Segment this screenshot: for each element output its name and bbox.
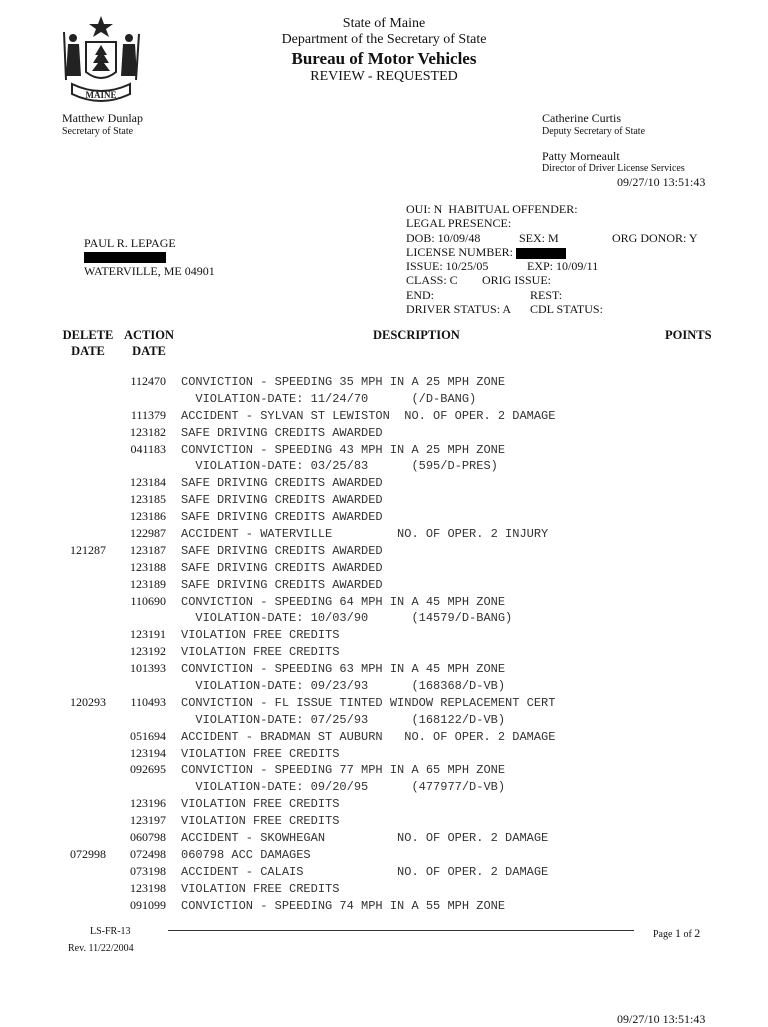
record-description: VIOLATION-DATE: 09/23/93 (168368/D-VB) [181, 679, 506, 694]
oui-status: OUI: N [406, 202, 443, 216]
action-date: 122987 [130, 526, 166, 541]
orig-issue: ORIG ISSUE: [482, 273, 552, 288]
record-row [62, 694, 722, 711]
action-date: 073198 [130, 863, 166, 878]
record-row [62, 745, 722, 762]
secretary-name: Matthew Dunlap [62, 111, 143, 125]
record-description: SAFE DRIVING CREDITS AWARDED [181, 560, 383, 575]
record-row [62, 677, 722, 694]
endorsements: END: [406, 287, 434, 302]
redacted-address [84, 252, 166, 263]
record-description: VIOLATION FREE CREDITS [181, 797, 340, 812]
department-title: Department of the Secretary of State [281, 32, 487, 47]
record-row [62, 441, 722, 458]
dob: DOB: 10/09/48 [406, 230, 481, 245]
deputy-title: Deputy Secretary of State [542, 126, 646, 137]
action-date: 072498 [130, 846, 166, 861]
habitual-offender: HABITUAL OFFENDER: [448, 202, 578, 216]
record-row [62, 559, 722, 576]
record-row [62, 863, 722, 880]
record-row [62, 778, 722, 795]
record-row [62, 424, 722, 441]
record-description: ACCIDENT - WATERVILLE NO. OF OPER. 2 INJURY [181, 527, 549, 542]
revision-date: Rev. 11/22/2004 [68, 943, 134, 954]
issue-date: ISSUE: 10/25/05 [406, 259, 489, 274]
record-row [62, 593, 722, 610]
record-description: SAFE DRIVING CREDITS AWARDED [181, 543, 383, 558]
timestamp-bottom: 09/27/10 13:51:43 [617, 1012, 706, 1026]
record-row [62, 373, 722, 390]
action-date: 123184 [130, 475, 166, 490]
action-date: 123198 [130, 880, 166, 895]
record-row [62, 795, 722, 812]
record-row [62, 897, 722, 914]
document-header [0, 16, 768, 85]
action-date: 123187 [130, 542, 166, 557]
page-indicator: Page 1 of 2 [653, 926, 701, 940]
record-description: ACCIDENT - SYLVAN ST LEWISTON NO. OF OPER. 2 DAMAGE [181, 408, 556, 423]
record-description: ACCIDENT - BRADMAN ST AUBURN NO. OF OPER. 2 DAMAGE [181, 729, 556, 744]
restrictions: REST: [530, 287, 563, 302]
record-description: SAFE DRIVING CREDITS AWARDED [181, 425, 383, 440]
license-class: CLASS: C [406, 273, 458, 288]
record-row [62, 576, 722, 593]
record-description: VIOLATION FREE CREDITS [181, 746, 340, 761]
action-date: 123191 [130, 627, 166, 642]
action-date: 123182 [130, 424, 166, 439]
record-row [62, 457, 722, 474]
record-row [62, 660, 722, 677]
record-row [62, 491, 722, 508]
record-row [62, 728, 722, 745]
record-description: VIOLATION FREE CREDITS [181, 645, 340, 660]
record-row [62, 711, 722, 728]
record-row [62, 761, 722, 778]
svg-text:MAINE: MAINE [85, 90, 117, 100]
record-description: CONVICTION - SPEEDING 43 MPH IN A 25 MPH ZONE [181, 442, 506, 457]
record-row [62, 829, 722, 846]
action-date: 123196 [130, 796, 166, 811]
review-status: REVIEW - REQUESTED [310, 69, 458, 84]
action-date: 123192 [130, 644, 166, 659]
record-description: ACCIDENT - SKOWHEGAN NO. OF OPER. 2 DAMAGE [181, 831, 549, 846]
driver-name: PAUL R. LEPAGE [84, 236, 176, 250]
action-date: 112470 [130, 374, 166, 388]
record-row [62, 626, 722, 643]
license-number-label: LICENSE NUMBER: [406, 244, 514, 259]
organ-donor: ORG DONOR: Y [612, 230, 698, 245]
director-title: Director of Driver License Services [542, 163, 685, 174]
footer-rule [168, 930, 634, 931]
action-date: 123186 [130, 509, 166, 524]
record-description: VIOLATION FREE CREDITS [181, 814, 340, 829]
record-description: VIOLATION-DATE: 10/03/90 (14579/D-BANG) [181, 611, 513, 626]
col-description: DESCRIPTION [373, 328, 460, 342]
driving-record-table [62, 373, 722, 914]
action-date: 123185 [130, 492, 166, 507]
record-description: CONVICTION - SPEEDING 63 MPH IN A 45 MPH ZONE [181, 662, 506, 677]
col-action-date: ACTION DATE [123, 328, 174, 358]
record-row [62, 846, 722, 863]
action-date: 111379 [130, 407, 166, 422]
record-description: VIOLATION-DATE: 09/20/95 (477977/D-VB) [181, 780, 506, 795]
driver-status: DRIVER STATUS: A [406, 302, 512, 317]
cdl-status: CDL STATUS: [530, 302, 603, 317]
sex: SEX: M [519, 230, 559, 245]
record-row [62, 643, 722, 660]
timestamp-top: 09/27/10 13:51:43 [617, 175, 706, 189]
delete-date: 121287 [70, 542, 106, 557]
record-row [62, 609, 722, 626]
action-date: 060798 [130, 830, 166, 845]
delete-date: 072998 [70, 846, 106, 861]
action-date: 110690 [130, 593, 166, 608]
action-date: 041183 [130, 441, 166, 456]
action-date: 110493 [130, 694, 166, 709]
redacted-license-number [516, 248, 566, 259]
record-row [62, 508, 722, 525]
record-description: CONVICTION - SPEEDING 77 MPH IN A 65 MPH ZONE [181, 763, 506, 778]
director-name: Patty Morneault [542, 149, 620, 163]
bureau-title: Bureau of Motor Vehicles [291, 49, 477, 68]
record-description: VIOLATION FREE CREDITS [181, 881, 340, 896]
record-description: CONVICTION - SPEEDING 35 MPH IN A 25 MPH ZONE [181, 375, 506, 389]
record-row [62, 390, 722, 407]
record-description: SAFE DRIVING CREDITS AWARDED [181, 476, 383, 491]
record-description: CONVICTION - SPEEDING 74 MPH IN A 55 MPH ZONE [181, 898, 506, 913]
action-date: 091099 [130, 897, 166, 912]
record-row [62, 880, 722, 897]
deputy-name: Catherine Curtis [542, 111, 621, 125]
action-date: 092695 [130, 762, 166, 777]
action-date: 123188 [130, 559, 166, 574]
record-description: SAFE DRIVING CREDITS AWARDED [181, 577, 383, 592]
action-date: 123197 [130, 813, 166, 828]
record-description: ACCIDENT - CALAIS NO. OF OPER. 2 DAMAGE [181, 864, 549, 879]
license-info [406, 202, 698, 317]
record-description: VIOLATION FREE CREDITS [181, 628, 340, 643]
record-description: VIOLATION-DATE: 07/25/93 (168122/D-VB) [181, 712, 506, 727]
record-row [62, 474, 722, 491]
record-description: SAFE DRIVING CREDITS AWARDED [181, 510, 383, 525]
record-description: SAFE DRIVING CREDITS AWARDED [181, 493, 383, 508]
secretary-title: Secretary of State [62, 126, 134, 137]
action-date: 101393 [130, 661, 166, 676]
state-title: State of Maine [342, 16, 426, 31]
record-description: VIOLATION-DATE: 03/25/83 (595/D-PRES) [181, 459, 498, 474]
record-row [62, 407, 722, 424]
action-date: 123189 [130, 576, 166, 591]
record-row [62, 542, 722, 559]
record-description: 060798 ACC DAMAGES [181, 847, 311, 862]
record-description: VIOLATION-DATE: 11/24/70 (/D-BANG) [181, 391, 477, 406]
exp-date: EXP: 10/09/11 [527, 259, 599, 274]
driver-city: WATERVILLE, ME 04901 [84, 264, 215, 278]
action-date: 051694 [130, 728, 166, 743]
col-points: POINTS [665, 328, 712, 342]
delete-date: 120293 [70, 694, 106, 709]
form-number: LS-FR-13 [90, 926, 131, 937]
legal-presence: LEGAL PRESENCE: [406, 216, 512, 231]
record-description: CONVICTION - FL ISSUE TINTED WINDOW REPLACEMENT CERT [181, 695, 556, 710]
record-row [62, 525, 722, 542]
record-description: CONVICTION - SPEEDING 64 MPH IN A 45 MPH ZONE [181, 594, 506, 609]
col-delete-date: DELETE DATE [62, 328, 114, 358]
record-row [62, 812, 722, 829]
action-date: 123194 [130, 745, 166, 760]
